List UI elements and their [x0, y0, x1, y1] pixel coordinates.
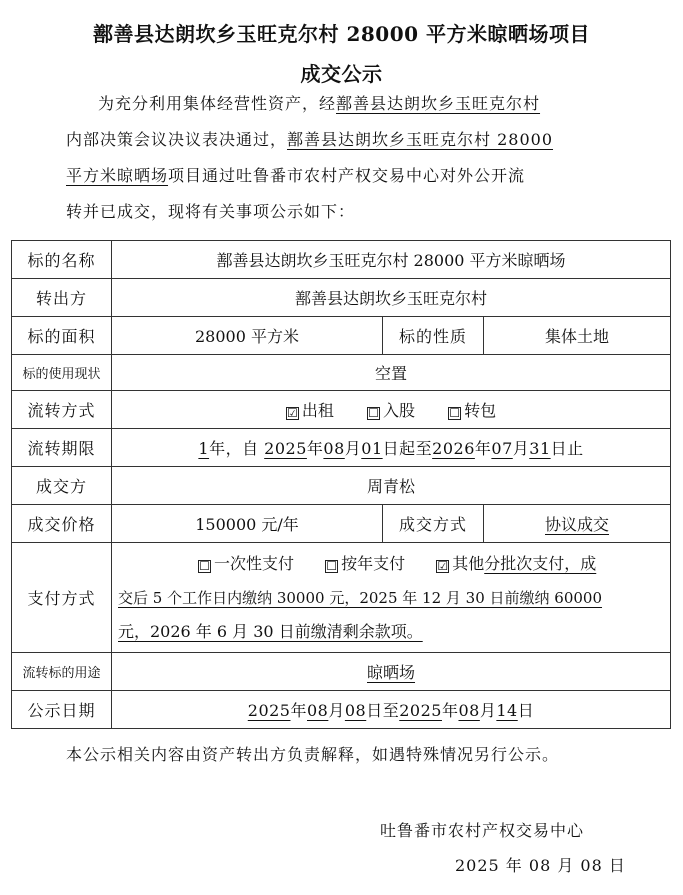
intro-text: 内部决策会议决议表决通过，	[66, 130, 288, 149]
table-row	[12, 279, 671, 317]
term-start-day: 01	[361, 439, 383, 458]
intro-project: 鄯善县达朗坎乡玉旺克尔村 28000	[287, 130, 554, 149]
buyer-value: 周青松	[112, 467, 671, 505]
usage-status-value: 空置	[112, 355, 671, 391]
term-text: 日止	[550, 439, 584, 458]
term-start-month: 08	[323, 439, 345, 458]
footer-note: 本公示相关内容由资产转出方负责解释，如遇特殊情况另行公示。	[66, 745, 560, 764]
notice-start-year: 2025	[247, 701, 291, 720]
notice-end-year: 2025	[399, 701, 442, 720]
method-option-sublease[interactable]	[448, 401, 496, 420]
nature-value: 集体土地	[484, 317, 671, 355]
document-subtitle: 成交公示	[300, 62, 383, 86]
term-label: 流转期限	[12, 429, 112, 467]
payment-option-yearly[interactable]	[325, 554, 405, 573]
notice-end-month: 08	[458, 701, 480, 720]
checkbox-empty-icon: ☐	[449, 406, 460, 420]
transferor-value: 鄯善县达朗坎乡玉旺克尔村	[112, 279, 671, 317]
intro-project-cont: 平方米晾晒场	[66, 166, 169, 185]
table-row	[12, 691, 671, 729]
notice-text: 日至	[366, 701, 400, 720]
term-end-month: 07	[491, 439, 513, 458]
payment-label: 支付方式	[12, 543, 112, 653]
usage-status-label: 标的使用现状	[12, 355, 112, 391]
price-label: 成交价格	[12, 505, 112, 543]
issuing-organization: 吐鲁番市农村产权交易中心	[380, 821, 585, 840]
notice-end-day: 14	[496, 701, 518, 720]
purpose-label: 流转标的用途	[12, 653, 112, 691]
term-text: 年，自	[209, 439, 259, 458]
table-row	[12, 543, 671, 653]
option-label: 一次性支付	[214, 553, 295, 573]
term-text: 日起至	[382, 439, 433, 458]
intro-text: 项目通过吐鲁番市农村产权交易中心对外公开流	[168, 166, 526, 185]
checkbox-empty-icon: ☐	[199, 558, 210, 573]
buyer-label: 成交方	[12, 467, 112, 505]
payment-option-once[interactable]	[198, 554, 294, 573]
deal-method-value: 协议成交	[484, 505, 671, 543]
area-value: 28000 平方米	[112, 317, 383, 355]
notice-text: 月	[479, 701, 497, 720]
intro-village: 鄯善县达朗坎乡玉旺克尔村	[336, 94, 541, 113]
checkbox-checked-icon: ☑	[287, 406, 298, 420]
notice-text: 日	[517, 701, 535, 720]
intro-text: 为充分利用集体经营性资产，经	[98, 94, 337, 113]
notice-value	[112, 691, 671, 729]
table-row	[12, 355, 671, 391]
table-row	[12, 391, 671, 429]
nature-label: 标的性质	[383, 317, 484, 355]
purpose-value: 晾晒场	[112, 653, 671, 691]
option-label: 按年支付	[341, 553, 406, 573]
option-label: 出租	[301, 401, 334, 420]
option-label: 转包	[464, 401, 497, 420]
term-text: 年	[306, 439, 324, 458]
payment-other-detail: 元，2026 年 6 月 30 日前缴清剩余款项。	[118, 621, 423, 641]
name-value: 鄯善县达朗坎乡玉旺克尔村 28000 平方米晾晒场	[112, 241, 671, 279]
checkbox-empty-icon: ☐	[326, 558, 337, 573]
method-options	[112, 391, 671, 429]
notice-label: 公示日期	[12, 691, 112, 729]
intro-text: 转并已成交，现将有关事项公示如下：	[66, 202, 356, 221]
term-text: 月	[344, 439, 362, 458]
checkbox-checked-icon: ☑	[437, 558, 449, 573]
term-end-day: 31	[529, 439, 551, 458]
notice-start-month: 08	[307, 701, 329, 720]
option-label: 入股	[383, 401, 416, 420]
term-text: 月	[512, 439, 530, 458]
method-option-lease[interactable]	[286, 401, 334, 420]
price-value: 150000 元/年	[112, 505, 383, 543]
term-start-year: 2025	[264, 439, 307, 458]
term-end-year: 2026	[432, 439, 475, 458]
document-title: 鄯善县达朗坎乡玉旺克尔村 28000 平方米晾晒场项目	[92, 22, 590, 46]
term-text: 年	[474, 439, 492, 458]
table-row	[12, 241, 671, 279]
table-row	[12, 467, 671, 505]
table-row	[12, 429, 671, 467]
option-label: 其他	[452, 553, 485, 573]
table-row	[12, 653, 671, 691]
table-row	[12, 317, 671, 355]
method-option-share[interactable]	[367, 401, 415, 420]
info-table	[11, 240, 671, 729]
area-label: 标的面积	[12, 317, 112, 355]
notice-text: 月	[328, 701, 345, 720]
method-label: 流转方式	[12, 391, 112, 429]
name-label: 标的名称	[12, 241, 112, 279]
issue-date: 2025 年 08 月 08 日	[455, 856, 626, 875]
deal-method-label: 成交方式	[383, 505, 484, 543]
transferor-label: 转出方	[12, 279, 112, 317]
table-row	[12, 505, 671, 543]
term-years: 1	[198, 439, 210, 458]
payment-other-detail: 交后 5 个工作日内缴纳 30000 元，2025 年 12 月 30 日前缴纳 60000	[118, 588, 603, 607]
term-value	[112, 429, 671, 467]
notice-text: 年	[441, 701, 459, 720]
payment-option-other[interactable]	[436, 554, 484, 573]
notice-start-day: 08	[344, 701, 367, 720]
intro-paragraph	[66, 86, 626, 230]
notice-text: 年	[290, 701, 307, 720]
checkbox-empty-icon: ☐	[368, 406, 379, 420]
payment-other-detail: 分批次支付，成	[484, 553, 597, 573]
payment-options	[112, 543, 671, 653]
